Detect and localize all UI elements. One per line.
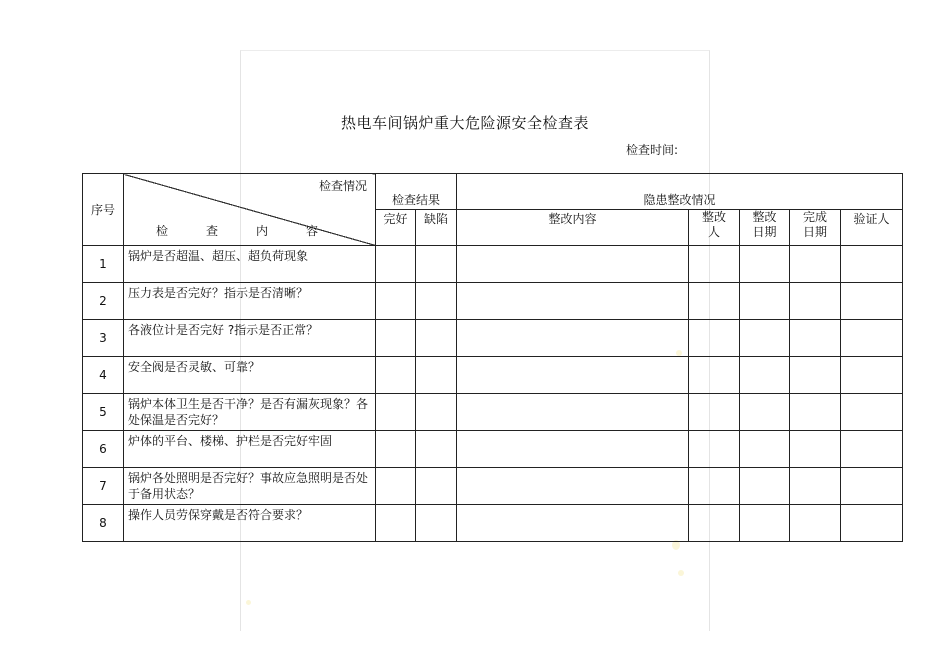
- cell-verifier[interactable]: [841, 283, 903, 320]
- cell-rectify-content[interactable]: [457, 283, 689, 320]
- cell-rectify-person[interactable]: [689, 357, 740, 394]
- cell-verifier[interactable]: [841, 394, 903, 431]
- cell-rectify-date[interactable]: [740, 505, 790, 542]
- row-item: 各液位计是否完好 ?指示是否正常？: [124, 320, 376, 357]
- cell-finish-date[interactable]: [790, 468, 841, 505]
- header-result-group: 检查结果: [376, 174, 457, 210]
- cell-verifier[interactable]: [841, 505, 903, 542]
- row-item: 操作人员劳保穿戴是否符合要求？: [124, 505, 376, 542]
- header-diagonal-cell: [124, 174, 376, 246]
- table-row: [83, 283, 903, 320]
- cell-verifier[interactable]: [841, 357, 903, 394]
- header-diag-bottom: 检 查 内 容: [156, 224, 319, 238]
- header-result-ok: 完好: [376, 210, 416, 246]
- row-item: 锅炉本体卫生是否干净？是否有漏灰现象？各处保温是否完好？: [124, 394, 376, 431]
- cell-defect[interactable]: [416, 468, 457, 505]
- cell-finish-date[interactable]: [790, 431, 841, 468]
- inspection-table: [82, 173, 903, 542]
- row-number: 4: [83, 357, 124, 394]
- header-seq: 序号: [83, 174, 124, 246]
- cell-rectify-content[interactable]: [457, 357, 689, 394]
- header-verifier: 验证人: [841, 210, 903, 246]
- cell-rectify-date[interactable]: [740, 246, 790, 283]
- cell-rectify-content[interactable]: [457, 320, 689, 357]
- cell-finish-date[interactable]: [790, 283, 841, 320]
- row-item: 压力表是否完好？指示是否清晰？: [124, 283, 376, 320]
- row-number: 6: [83, 431, 124, 468]
- cell-rectify-date[interactable]: [740, 431, 790, 468]
- cell-rectify-date[interactable]: [740, 320, 790, 357]
- cell-finish-date[interactable]: [790, 320, 841, 357]
- row-item: 锅炉是否超温、超压、超负荷现象: [124, 246, 376, 283]
- cell-ok[interactable]: [376, 320, 416, 357]
- header-rectify-group: 隐患整改情况: [457, 174, 903, 210]
- row-number: 7: [83, 468, 124, 505]
- row-number: 8: [83, 505, 124, 542]
- cell-rectify-date[interactable]: [740, 468, 790, 505]
- cell-defect[interactable]: [416, 505, 457, 542]
- cell-defect[interactable]: [416, 246, 457, 283]
- cell-defect[interactable]: [416, 283, 457, 320]
- table-row: [83, 505, 903, 542]
- watermark-dot: [246, 600, 251, 605]
- table-row: [83, 394, 903, 431]
- table-row: [83, 357, 903, 394]
- table-row: [83, 468, 903, 505]
- cell-defect[interactable]: [416, 357, 457, 394]
- cell-rectify-person[interactable]: [689, 394, 740, 431]
- cell-verifier[interactable]: [841, 431, 903, 468]
- cell-finish-date[interactable]: [790, 394, 841, 431]
- cell-verifier[interactable]: [841, 468, 903, 505]
- table-row: [83, 431, 903, 468]
- cell-rectify-content[interactable]: [457, 246, 689, 283]
- header-rectify-content: 整改内容: [457, 210, 689, 246]
- cell-rectify-date[interactable]: [740, 357, 790, 394]
- cell-ok[interactable]: [376, 246, 416, 283]
- cell-finish-date[interactable]: [790, 505, 841, 542]
- row-number: 2: [83, 283, 124, 320]
- row-number: 5: [83, 394, 124, 431]
- cell-rectify-person[interactable]: [689, 283, 740, 320]
- cell-rectify-person[interactable]: [689, 505, 740, 542]
- cell-rectify-person[interactable]: [689, 468, 740, 505]
- cell-verifier[interactable]: [841, 320, 903, 357]
- cell-rectify-person[interactable]: [689, 320, 740, 357]
- cell-rectify-person[interactable]: [689, 431, 740, 468]
- header-rectify-person: 整改 人: [689, 210, 740, 246]
- cell-ok[interactable]: [376, 468, 416, 505]
- table-row: [83, 320, 903, 357]
- cell-ok[interactable]: [376, 505, 416, 542]
- cell-verifier[interactable]: [841, 246, 903, 283]
- cell-defect[interactable]: [416, 320, 457, 357]
- header-rectify-date: 整改 日期: [740, 210, 790, 246]
- watermark-dot: [678, 570, 684, 576]
- header-result-defect: 缺陷: [416, 210, 457, 246]
- cell-rectify-content[interactable]: [457, 431, 689, 468]
- cell-ok[interactable]: [376, 431, 416, 468]
- header-finish-date: 完成 日期: [790, 210, 841, 246]
- cell-rectify-content[interactable]: [457, 394, 689, 431]
- document-title: 热电车间锅炉重大危险源安全检查表: [340, 114, 589, 132]
- cell-rectify-person[interactable]: [689, 246, 740, 283]
- header-diag-top: 检查情况: [318, 179, 367, 193]
- cell-rectify-date[interactable]: [740, 394, 790, 431]
- row-number: 3: [83, 320, 124, 357]
- cell-rectify-date[interactable]: [740, 283, 790, 320]
- cell-finish-date[interactable]: [790, 357, 841, 394]
- table-row: [83, 246, 903, 283]
- cell-defect[interactable]: [416, 431, 457, 468]
- row-number: 1: [83, 246, 124, 283]
- cell-ok[interactable]: [376, 394, 416, 431]
- check-time-label: 检查时间:: [626, 143, 679, 157]
- row-item: 炉体的平台、楼梯、护栏是否完好牢固: [124, 431, 376, 468]
- cell-rectify-content[interactable]: [457, 468, 689, 505]
- cell-ok[interactable]: [376, 357, 416, 394]
- cell-finish-date[interactable]: [790, 246, 841, 283]
- row-item: 安全阀是否灵敏、可靠？: [124, 357, 376, 394]
- row-item: 锅炉各处照明是否完好？事故应急照明是否处于备用状态？: [124, 468, 376, 505]
- cell-rectify-content[interactable]: [457, 505, 689, 542]
- cell-ok[interactable]: [376, 283, 416, 320]
- cell-defect[interactable]: [416, 394, 457, 431]
